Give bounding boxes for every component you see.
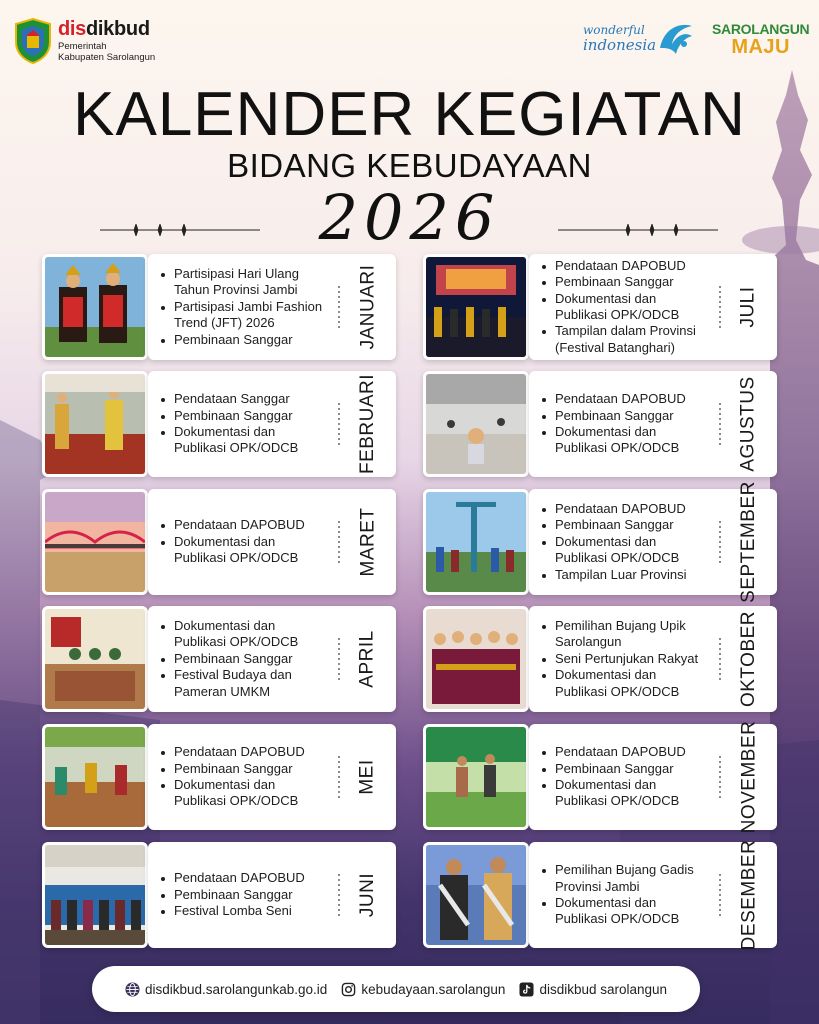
activity-item: Pembinaan Sanggar: [555, 761, 711, 777]
activity-item: Pembinaan Sanggar: [555, 274, 711, 290]
month-name: NOVEMBER: [738, 720, 759, 834]
month-name: MARET: [357, 507, 378, 577]
activity-item: Dokumentasi dan Publikasi OPK/ODCB: [174, 424, 330, 457]
activity-item: Pembinaan Sanggar: [174, 887, 330, 903]
photo-traditional-sport-field: [426, 727, 526, 827]
activity-item: Dokumentasi dan Publikasi OPK/ODCB: [555, 291, 711, 324]
activity-item: Pendataan DAPOBUD: [555, 391, 711, 407]
dotted-separator: [719, 403, 721, 445]
wi-line-2: indonesia: [583, 36, 657, 54]
month-label-box: [725, 839, 773, 951]
month-card-april: [42, 606, 398, 712]
dotted-separator: [719, 638, 721, 680]
month-photo-frame: [423, 606, 529, 712]
month-name: JUNI: [356, 872, 378, 918]
month-photo-frame: [423, 489, 529, 595]
month-photo-frame: [42, 606, 148, 712]
activity-item: Dokumentasi dan Publikasi OPK/ODCB: [174, 534, 330, 567]
photo-cultural-exhibition: [45, 609, 145, 709]
activity-item: Partisipasi Jambi Fashion Trend (JFT) 2026: [174, 299, 330, 332]
brand-name: [58, 19, 155, 39]
sarolangun-maju-logo: [712, 22, 809, 57]
activity-item: Festival Lomba Seni: [174, 903, 330, 919]
activity-list: [555, 842, 711, 948]
activity-item: Pendataan DAPOBUD: [555, 744, 711, 760]
activity-item: Dokumentasi dan Publikasi OPK/ODCB: [174, 618, 330, 651]
month-photo-frame: [42, 842, 148, 948]
activity-item: Pembinaan Sanggar: [174, 332, 330, 348]
month-name: DESEMBER: [738, 839, 760, 951]
dotted-separator: [338, 286, 340, 328]
photo-traditional-ceremony: [45, 727, 145, 827]
month-label-box: [344, 606, 392, 712]
month-card-januari: [42, 254, 398, 360]
wonderful-indonesia-logo: [583, 18, 696, 58]
month-label-box: [725, 254, 773, 360]
month-card-mei: [42, 724, 398, 830]
activity-item: Pembinaan Sanggar: [174, 408, 330, 424]
activity-list: [174, 371, 330, 477]
month-label-box: [725, 606, 773, 712]
dotted-separator: [719, 756, 721, 798]
month-label-box: [344, 371, 392, 477]
month-activities-card: [529, 606, 777, 712]
activity-list: [174, 606, 330, 712]
calendar-year: 2026: [318, 181, 501, 254]
page-title: KALENDER KEGIATAN: [73, 80, 746, 149]
photo-pageant-winners: [426, 845, 526, 945]
month-photo-frame: [42, 254, 148, 360]
brand-line-1: Pemerintah: [58, 41, 107, 52]
activity-list: [174, 724, 330, 830]
month-name: JULI: [737, 286, 759, 328]
website-text: disdikbud.sarolangunkab.go.id: [144, 981, 328, 997]
brand-prefix: dis: [58, 18, 86, 40]
activity-item: Dokumentasi dan Publikasi OPK/ODCB: [555, 895, 711, 928]
activity-item: Pemilihan Bujang Gadis Provinsi Jambi: [555, 862, 711, 895]
month-name: FEBRUARI: [357, 373, 379, 475]
activity-item: Dokumentasi dan Publikasi OPK/ODCB: [174, 777, 330, 810]
activity-list: [555, 489, 711, 595]
instagram-link[interactable]: [341, 982, 505, 997]
activity-item: Pembinaan Sanggar: [555, 408, 711, 424]
month-label-box: [725, 371, 773, 477]
activity-list: [555, 606, 711, 712]
month-photo-frame: [42, 724, 148, 830]
activity-item: Tampilan Luar Provinsi: [555, 567, 711, 583]
month-name: OKTOBER: [738, 610, 759, 708]
month-activities-card: [529, 254, 777, 360]
month-card-februari: [42, 371, 398, 477]
month-activities-card: [529, 371, 777, 477]
activity-list: [174, 254, 330, 360]
disdikbud-logo: [14, 18, 155, 64]
activity-item: Pendataan DAPOBUD: [555, 501, 711, 517]
month-card-juli: [423, 254, 779, 360]
photo-pageant-group: [426, 609, 526, 709]
garuda-swirl-icon: [654, 18, 696, 58]
month-activities-card: [148, 254, 396, 360]
month-photo-frame: [423, 842, 529, 948]
activity-item: Pendataan Sanggar: [174, 391, 330, 407]
month-card-september: [423, 481, 779, 603]
month-label-box: [725, 720, 773, 834]
dotted-separator: [719, 874, 721, 916]
brand-rest: dikbud: [86, 18, 150, 40]
month-name: MEI: [357, 759, 378, 795]
photo-stage-performance: [45, 845, 145, 945]
month-card-november: [423, 720, 779, 834]
dotted-separator: [338, 756, 340, 798]
activity-item: Pembinaan Sanggar: [174, 651, 330, 667]
month-label-box: [725, 481, 773, 603]
sm-line-1: SAROLANGUN: [712, 21, 810, 37]
month-card-agustus: [423, 371, 779, 477]
month-card-maret: [42, 489, 398, 595]
sparkle-divider-right: [558, 224, 718, 236]
activity-item: Pembinaan Sanggar: [174, 761, 330, 777]
photo-traditional-costume-couple: [45, 257, 145, 357]
photo-dance-practice-hall: [426, 374, 526, 474]
dotted-separator: [719, 286, 721, 328]
month-activities-card: [148, 371, 396, 477]
activity-item: Pembinaan Sanggar: [555, 517, 711, 533]
activity-list: [174, 842, 330, 948]
tiktok-text: disdikbud sarolangun: [539, 981, 668, 997]
activity-list: [555, 254, 711, 360]
month-label-box: [344, 842, 392, 948]
month-activities-card: [529, 481, 777, 603]
brand-line-2: Kabupaten Sarolangun: [58, 52, 156, 63]
activity-item: Pendataan DAPOBUD: [555, 258, 711, 274]
activity-item: Pemilihan Bujang Upik Sarolangun: [555, 618, 711, 651]
activity-item: Dokumentasi dan Publikasi OPK/ODCB: [555, 777, 711, 810]
month-activities-card: [148, 489, 396, 595]
activity-item: Dokumentasi dan Publikasi OPK/ODCB: [555, 424, 711, 457]
sparkle-divider-left: [100, 224, 260, 236]
activity-item: Pendataan DAPOBUD: [174, 744, 330, 760]
dotted-separator: [338, 521, 340, 563]
month-card-desember: [423, 839, 779, 951]
activity-item: Pendataan DAPOBUD: [174, 517, 330, 533]
month-card-oktober: [423, 606, 779, 712]
activity-list: [555, 371, 711, 477]
month-card-juni: [42, 842, 398, 948]
dotted-separator: [338, 403, 340, 445]
month-activities-card: [148, 842, 396, 948]
month-label-box: [344, 489, 392, 595]
activity-list: [174, 489, 330, 595]
activity-list: [555, 724, 711, 830]
activity-item: Pendataan DAPOBUD: [174, 870, 330, 886]
contact-footer: [92, 966, 700, 1012]
month-label-box: [344, 724, 392, 830]
dotted-separator: [338, 638, 340, 680]
month-photo-frame: [423, 254, 529, 360]
photo-dance-performance: [45, 374, 145, 474]
month-name: SEPTEMBER: [738, 481, 760, 603]
website-link[interactable]: [125, 982, 327, 997]
activity-item: Partisipasi Hari Ulang Tahun Provinsi Jambi: [174, 266, 330, 299]
photo-festival-stage-night: [426, 257, 526, 357]
regency-crest-icon: [14, 18, 52, 64]
month-label-box: [344, 254, 392, 360]
activity-item: Seni Pertunjukan Rakyat: [555, 651, 711, 667]
wi-line-1: wonderful: [583, 23, 645, 37]
month-activities-card: [529, 839, 777, 951]
month-name: AGUSTUS: [738, 376, 760, 472]
month-name: APRIL: [357, 630, 379, 688]
tiktok-icon: [519, 982, 534, 997]
dotted-separator: [338, 874, 340, 916]
activity-item: Dokumentasi dan Publikasi OPK/ODCB: [555, 667, 711, 700]
page-subtitle: BIDANG KEBUDAYAAN: [227, 147, 592, 184]
activity-item: Dokumentasi dan Publikasi OPK/ODCB: [555, 534, 711, 567]
month-photo-frame: [42, 489, 148, 595]
month-photo-frame: [42, 371, 148, 477]
instagram-icon: [341, 982, 356, 997]
photo-red-bridge-sunset: [45, 492, 145, 592]
month-name: JANUARI: [357, 264, 379, 350]
month-activities-card: [529, 720, 777, 834]
month-photo-frame: [423, 724, 529, 830]
globe-icon: [125, 982, 140, 997]
sm-line-2: MAJU: [731, 36, 790, 58]
month-activities-card: [148, 724, 396, 830]
activity-item: Tampilan dalam Provinsi (Festival Batanghari): [555, 323, 711, 356]
tiktok-link[interactable]: [519, 982, 667, 997]
activity-item: Festival Budaya dan Pameran UMKM: [174, 667, 330, 700]
instagram-text: kebudayaan.sarolangun: [361, 981, 506, 997]
dotted-separator: [719, 521, 721, 563]
photo-outdoor-gathering: [426, 492, 526, 592]
month-activities-card: [148, 606, 396, 712]
month-photo-frame: [423, 371, 529, 477]
